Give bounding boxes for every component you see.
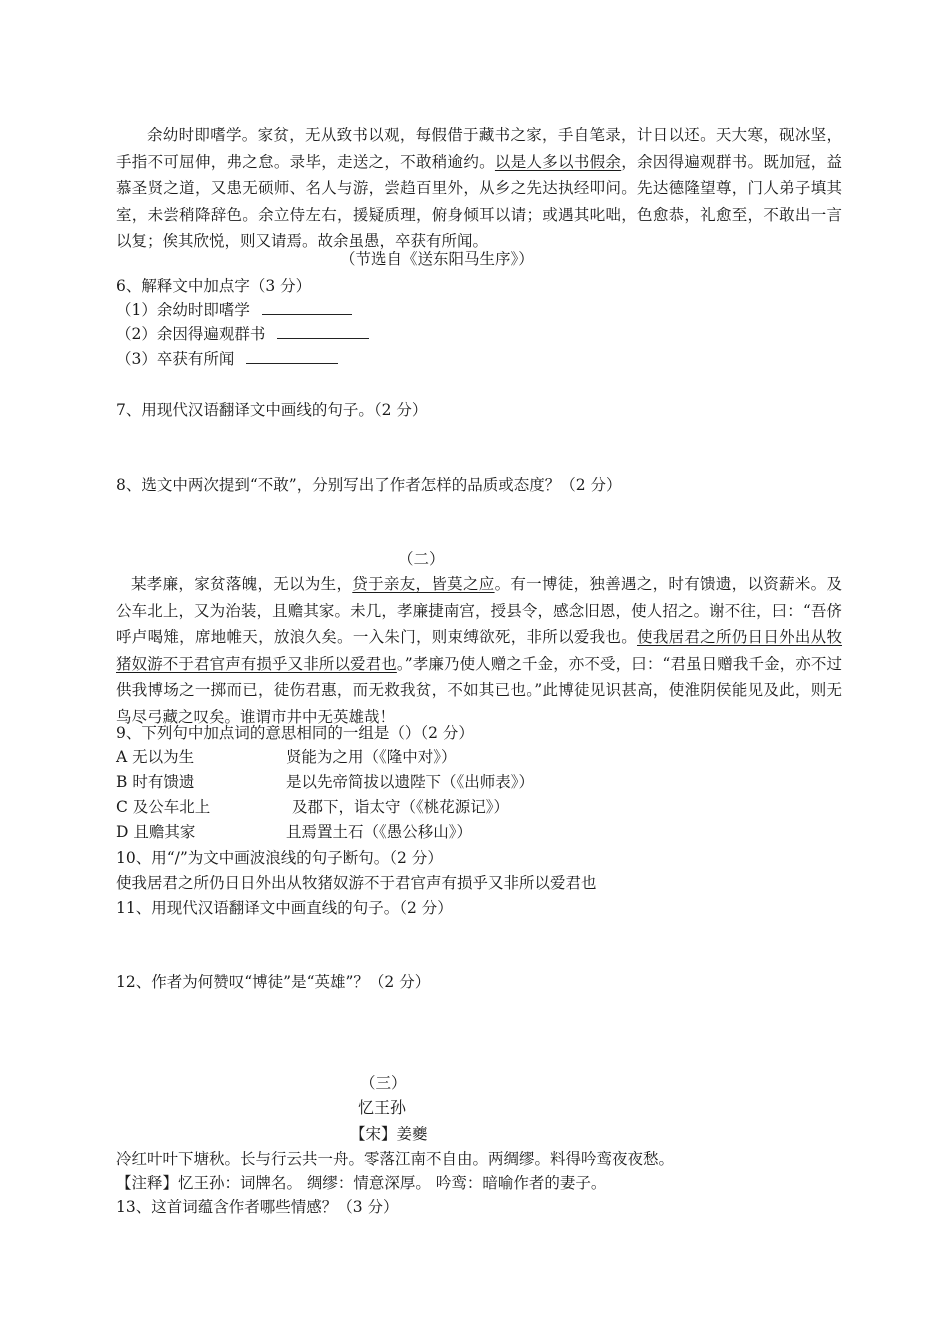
option-b-right: 是以先帝简拔以遗陛下（《出师表》） [286,773,535,791]
passage-2-underlined-phrase: 贷于亲友，皆莫之应 [352,575,495,593]
option-a-right: 贤能为之用（《隆中对》） [286,748,457,766]
poem-title: 忆王孙 [358,1098,407,1117]
passage-1-text: 余幼时即嗜学。家贫，无从致书以观，每假借于藏书之家，手自笔录，计日以还。天大寒，砚冰坚，手指不可屈伸，弗之怠。录毕，走送之，不敢稍逾约。 [116,126,842,171]
passage-1 [116,122,842,255]
passage-1-source: （节选自《送东阳马生序》） [340,250,534,268]
option-c-right: 及郡下，诣太守（《桃花源记》） [292,798,510,816]
question-9: 9、下列句中加点词的意思相同的一组是（）（2 分） [116,724,474,742]
poem-note: 【注释】忆王孙：词牌名。 绸缪：情意深厚。 吟鸾：暗喻作者的妻子。 [116,1174,607,1192]
question-6-item-1: （1）余幼时即嗜学 [116,299,352,321]
passage-1-underlined-sentence: 以是人多以书假余 [494,152,622,171]
passage-2-wavy-sentence: 使我居君之所仍日日外出从牧猪奴游不于君官声有损乎又非所以爱君也 [116,628,842,673]
option-a-left: A 无以为生 [116,748,195,766]
question-6-item-3: （3）卒获有所闻 [116,348,338,370]
passage-1-text-cont: ，余因得遍观群书。既加冠，益慕圣贤之道，又患无硕师、名人与游，尝趋百里外，从乡之先达执经叩问。先达德隆望尊，门人弟子填其室，未尝稍降辞色。余立侍左右，援疑质理，俯身倾耳以请；或遇其叱咄，色愈恭，礼愈至，不敢出一言以复；俟其欣悦，则又请焉。故余虽愚，卒获有所闻。 [116,152,842,251]
answer-blank-3[interactable] [246,349,338,364]
option-b-left: B 时有馈遗 [116,773,195,791]
question-10: 10、用“/”为文中画波浪线的句子断句。（2 分） [116,849,443,867]
option-d-right: 且焉置土石（《愚公移山》） [286,823,473,841]
answer-blank-1[interactable] [262,300,352,315]
question-8: 8、选文中两次提到“不敢”，分别写出了作者怎样的品质或态度？（2 分） [116,476,622,494]
question-6: 6、解释文中加点字（3 分） [116,277,312,295]
poem-text: 冷红叶叶下塘秋。长与行云共一舟。零落江南不自由。两绸缪。料得吟鸾夜夜愁。 [116,1150,675,1168]
poem-author: 【宋】姜夔 [350,1125,428,1143]
passage-2: 某孝廉，家贫落魄，无以为生，贷于亲友，皆莫之应。有一博徒，独善遇之，时有馈遗，以资薪米。及公车北上，又为治装，且赡其家。未几，孝廉捷南宫，授县令，感念旧恩，使人招之。谢不往，曰：“吾侪呼卢喝雉，席地帷天，放浪久矣。一入朱门，则束缚欲死，非所以爱我也。使我居君之所仍日日外出从牧猪奴游不于君官声有损乎又非所以爱君也。”孝廉乃使人赠之千金，亦不受，曰：“君虽日赠我千金，亦不过供我博场之一掷而已，徒伤君惠，而无救我贫，不如其已也。”此博徒见识甚高，使淮阴侯能见及此，则无鸟尽弓藏之叹矣。谁谓市井中无英雄哉！ [116,575,842,726]
option-d-left: D 且赡其家 [116,823,196,841]
answer-blank-2[interactable] [277,324,369,339]
option-c-left: C 及公车北上 [116,798,211,816]
section-2-heading: （二） [398,550,445,568]
question-12: 12、作者为何赞叹“博徒”是“英雄”？（2 分） [116,973,431,991]
question-11: 11、用现代汉语翻译文中画直线的句子。（2 分） [116,899,453,917]
question-6-item-2: （2）余因得遍观群书 [116,323,369,345]
section-3-heading: （三） [360,1074,407,1092]
question-10-sentence: 使我居君之所仍日日外出从牧猪奴游不于君官声有损乎又非所以爱君也 [116,874,597,892]
question-13: 13、这首词蕴含作者哪些情感？（3 分） [116,1198,399,1216]
question-7: 7、用现代汉语翻译文中画线的句子。（2 分） [116,401,428,419]
